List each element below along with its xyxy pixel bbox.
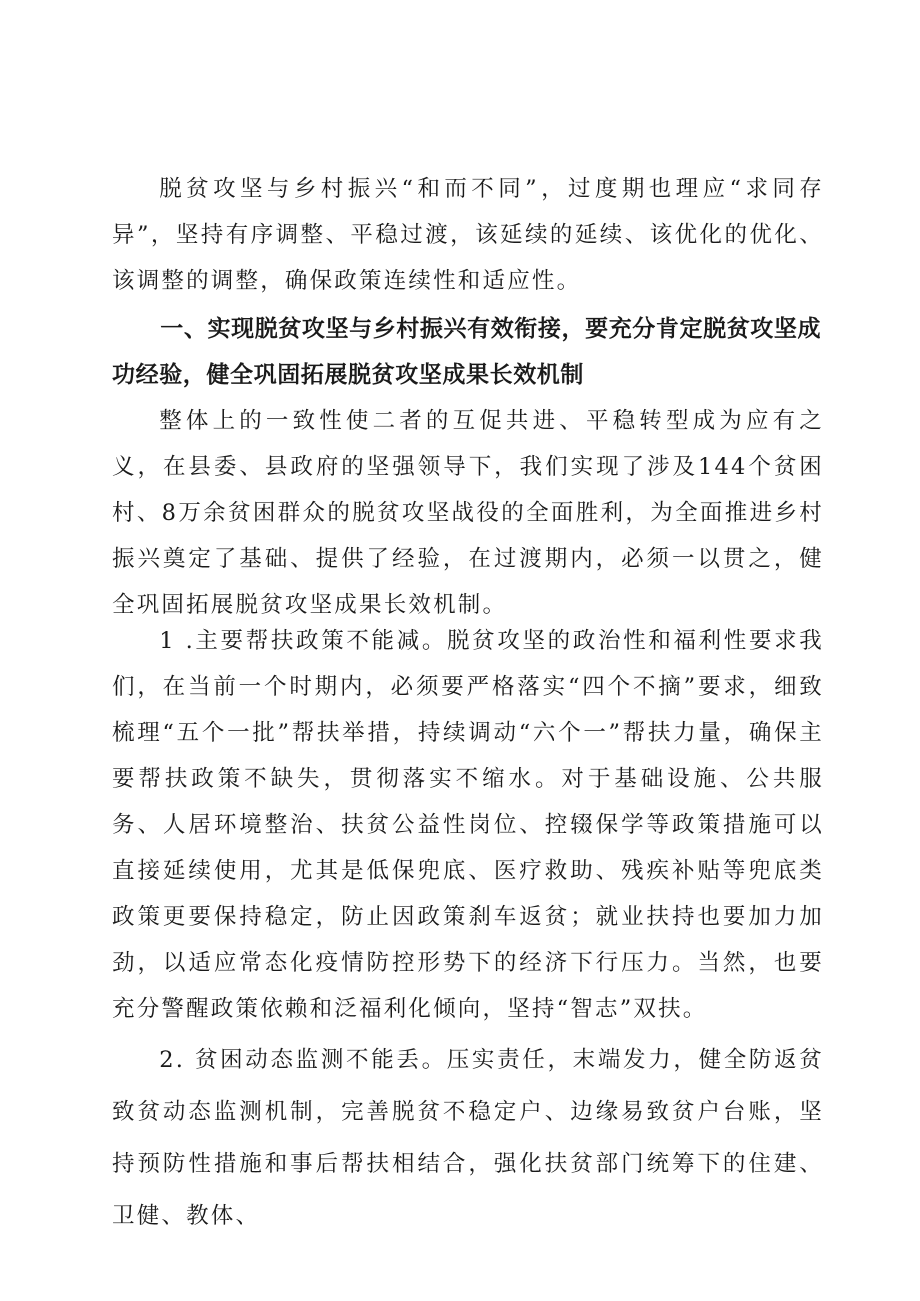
section-heading: 一、实现脱贫攻坚与乡村振兴有效衔接，要充分肯定脱贫攻坚成功经验，健全巩固拓展脱贫攻坚成果长效机制 bbox=[112, 316, 822, 388]
section-body-paragraph: 整体上的一致性使二者的互促共进、平稳转型成为应有之义，在县委、县政府的坚强领导下，我们实现了涉及144个贫困村、8万余贫困群众的脱贫攻坚战役的全面胜利，为全面推进乡村振兴奠定了基础、提供了经验，在过渡期内，必须一以贯之，健全巩固拓展脱贫攻坚成果长效机制。 bbox=[112, 408, 824, 618]
item-2-paragraph: 2. 贫困动态监测不能丢。压实责任，末端发力，健全防返贫致贫动态监测机制，完善脱贫不稳定户、边缘易致贫户台账，坚持预防性措施和事后帮扶相结合，强化扶贫部门统筹下的住建、卫健、教体、 bbox=[112, 1047, 824, 1229]
item-1-paragraph: 1 .主要帮扶政策不能减。脱贫攻坚的政治性和福利性要求我们，在当前一个时期内，必须要严格落实“四个不摘”要求，细致梳理“五个一批”帮扶举措，持续调动“六个一”帮扶力量，确保主要帮扶政策不缺失，贯彻落实不缩水。对于基础设施、公共服务、人居环境整治、扶贫公益性岗位、控辍保学等政策措施可以直接延续使用，尤其是低保兜底、医疗救助、残疾补贴等兜底类政策更要保持稳定，防止因政策刹车返贫；就业扶持也要加力加劲，以适应常态化疫情防控形势下的经济下行压力。当然，也要充分警醒政策依赖和泛福利化倾向，坚持“智志”双扶。 bbox=[112, 628, 824, 1022]
intro-paragraph: 脱贫攻坚与乡村振兴“和而不同”，过度期也理应“求同存异”，坚持有序调整、平稳过渡，该延续的延续、该优化的优化、该调整的调整，确保政策连续性和适应性。 bbox=[112, 176, 824, 294]
